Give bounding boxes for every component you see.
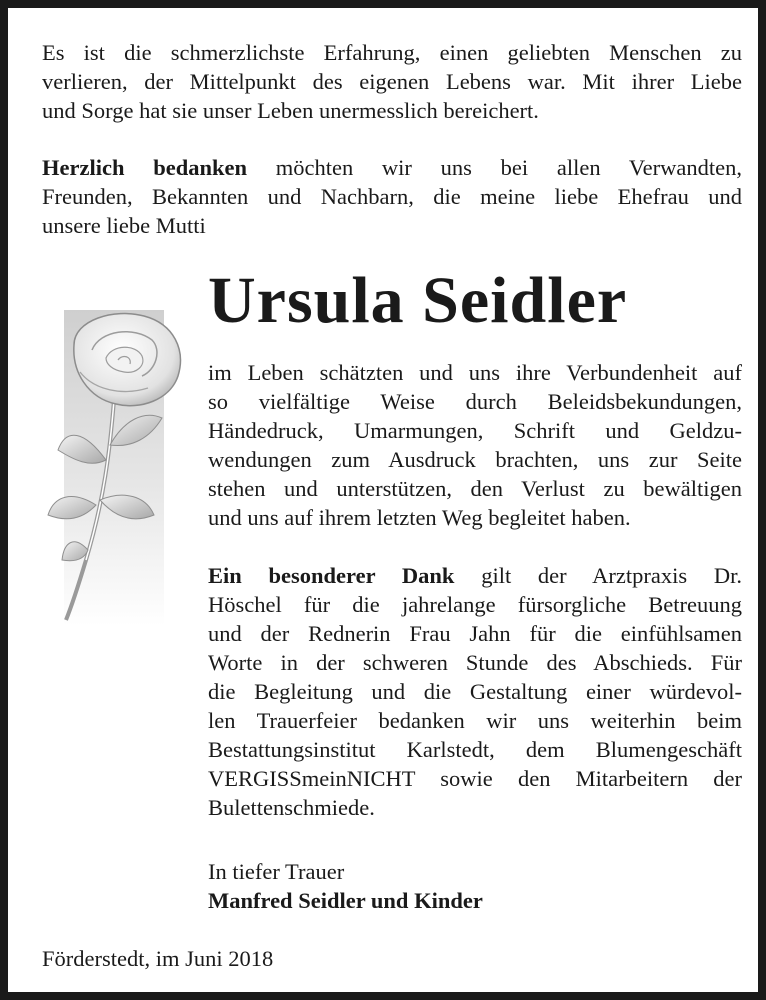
- special-thanks-line: Bestattungsinstitut Karlstedt, dem Blumengeschäft: [208, 737, 742, 762]
- intro-line: verlieren, der Mittelpunkt des eigenen Lebens war. Mit ihrer Liebe: [42, 69, 742, 94]
- special-thanks-line: Worte in der schweren Stunde des Abschieds. Für: [208, 650, 742, 675]
- special-thanks-line: len Trauerfeier bedanken wir uns weiterhin beim: [208, 708, 742, 733]
- special-thanks-paragraph: [208, 561, 742, 822]
- tribute-line: im Leben schätzten und uns ihre Verbundenheit auf: [208, 360, 742, 385]
- tribute-line: Händedruck, Umarmungen, Schrift und Geldzu-: [208, 418, 742, 443]
- special-thanks-line: und der Rednerin Frau Jahn für die einfühlsamen: [208, 621, 742, 646]
- thanks-line-rest: möchten wir uns bei allen Verwandten,: [246, 155, 742, 180]
- thanks-bold-lead: Herzlich bedanken: [42, 155, 247, 180]
- intro-line: Es ist die schmerzlichste Erfahrung, einen geliebten Menschen zu: [42, 40, 742, 65]
- thanks-line: [42, 153, 742, 182]
- special-thanks-line-rest: gilt der Arztpraxis Dr.: [454, 563, 742, 588]
- tribute-line: so vielfältige Weise durch Beleidsbekundungen,: [208, 389, 742, 414]
- thanks-paragraph: [42, 153, 742, 240]
- special-thanks-line: Höschel für die jahrelange fürsorgliche Betreuung: [208, 592, 742, 617]
- special-thanks-line: [208, 561, 742, 590]
- place-date: Förderstedt, im Juni 2018: [42, 946, 274, 971]
- special-thanks-line: Bulettenschmiede.: [208, 795, 375, 820]
- special-thanks-line: VERGISSmeinNICHT sowie den Mitarbeitern der: [208, 766, 742, 791]
- mourning-text: In tiefer Trauer: [208, 859, 345, 884]
- rose-icon: [44, 310, 204, 626]
- tribute-line: wendungen zum Ausdruck brachten, uns zur Seite: [208, 447, 742, 472]
- intro-line: und Sorge hat sie unser Leben unermesslich bereichert.: [42, 98, 539, 123]
- tribute-line: und uns auf ihrem letzten Weg begleitet haben.: [208, 505, 631, 530]
- tribute-paragraph: [208, 358, 742, 532]
- thanks-line: Freunden, Bekannten und Nachbarn, die meine liebe Ehefrau und: [42, 184, 742, 209]
- family-signature: Manfred Seidler und Kinder: [208, 888, 483, 913]
- tribute-line: stehen und unterstützen, den Verlust zu bewältigen: [208, 476, 742, 501]
- special-thanks-line: die Begleitung und die Gestaltung einer würdevol-: [208, 679, 742, 704]
- deceased-name: Ursula Seidler: [208, 264, 628, 337]
- thanks-line: unsere liebe Mutti: [42, 213, 206, 238]
- special-thanks-bold-lead: Ein besonderer Dank: [208, 563, 455, 588]
- intro-paragraph: [42, 38, 742, 125]
